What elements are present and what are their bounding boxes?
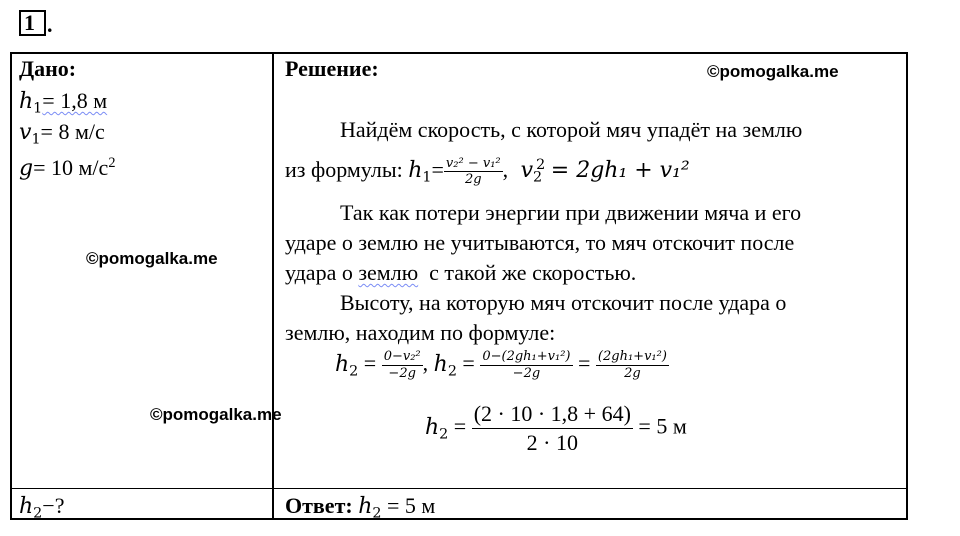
- find-h2-value: −?: [42, 493, 65, 518]
- formula-h2-b: [480, 349, 572, 382]
- para1-line1: Найдём скорость, с которой мяч упадёт на землю: [340, 117, 803, 142]
- para2-line3-b: землю: [358, 260, 419, 285]
- problem-number: [19, 10, 46, 36]
- formula-h2-a: [382, 349, 423, 382]
- problem-number-dot: .: [47, 12, 53, 37]
- para1-line2: из формулы: $h_1=$ $\frac{\text{v₂² − v₁²}}{2g}$ , $v_2^2 = 2gh_1 + v_1^2$: [285, 156, 690, 188]
- calc-row: $h_2$ = $\frac{(2 \cdot 10 \cdot 1,8 + 64)}{2 \cdot 10}$ = 5 м: [425, 401, 687, 455]
- para2-line3-a: удара о: [285, 260, 359, 285]
- para3-line2: землю, находим по формуле:: [285, 320, 556, 345]
- para3-line1: Высоту, на которую мяч отскочит после удара о: [340, 290, 787, 315]
- given-v1-value: = 8 м/с: [40, 119, 105, 144]
- given-g-value: = 10 м/с: [33, 154, 109, 180]
- given-h1-value: = 1,8 м: [42, 88, 108, 113]
- watermark-top-right: ©pomogalka.me: [707, 62, 839, 81]
- watermark-left: ©pomogalka.me: [86, 249, 218, 268]
- answer: Ответ: $h_2 = 5$ м: [285, 493, 436, 522]
- watermark-bottom: ©pomogalka.me: [150, 405, 282, 424]
- answer-label: Ответ:: [285, 493, 353, 518]
- formula-h2-c: [596, 349, 669, 382]
- formula-h2-c-den: 2g: [624, 366, 641, 381]
- para1-line2-text: из формулы:: [285, 156, 403, 182]
- column-divider: [272, 52, 274, 520]
- formula-h2-row: $h_2$ = $\frac{\text{0−v₂²}}{-2g}$ , $h_2$ = $\frac{\text{0−(2gh₁+v₁²)}}{-2g}$ = $\frac{\text{(2gh₁+v₁²)}}{2g}$: [335, 349, 667, 381]
- formula-v2: = 2gh₁ + v₁²: [550, 157, 690, 183]
- answer-row-divider: [10, 488, 908, 489]
- para2-line3: [285, 258, 636, 288]
- para2-line2: ударе о землю не учитываются, то мяч отскочит после: [285, 230, 795, 255]
- answer-value: = 5 м: [386, 493, 436, 518]
- formula-h2-b-den: −2g: [512, 366, 541, 381]
- given-g: g= 10 $м/с^2$: [19, 154, 116, 181]
- formula-h1-fraction: [444, 156, 503, 187]
- problem-number-text: 1: [24, 10, 35, 35]
- calc-den: 2 · 10: [526, 430, 578, 455]
- calc-fraction: [472, 400, 633, 457]
- given-h1: $h_1= 1,8$ м: [19, 88, 108, 117]
- formula-h2-b-num: 0−(2gh₁+v₁²): [482, 349, 571, 364]
- formula-h2-c-num: (2gh₁+v₁²): [597, 349, 667, 364]
- formula-h1-den: 2g: [464, 172, 482, 188]
- calc-result: = 5 м: [638, 413, 687, 439]
- para2-line1: Так как потери энергии при движении мяча и его: [340, 200, 802, 225]
- solution-header: Решение:: [285, 56, 379, 81]
- given-header: Дано:: [19, 56, 77, 81]
- para2-line3-c: с такой же скоростью.: [418, 260, 637, 285]
- formula-h2-a-num: 0−v₂²: [383, 349, 421, 364]
- find-h2: $h_2-$?: [19, 493, 65, 522]
- formula-h1-num: v₂² − v₁²: [445, 156, 501, 172]
- formula-h2-a-den: −2g: [388, 366, 416, 381]
- calc-num: (2 · 10 · 1,8 + 64): [472, 400, 633, 429]
- given-v1: $v_1= 8$ м/с: [19, 119, 105, 148]
